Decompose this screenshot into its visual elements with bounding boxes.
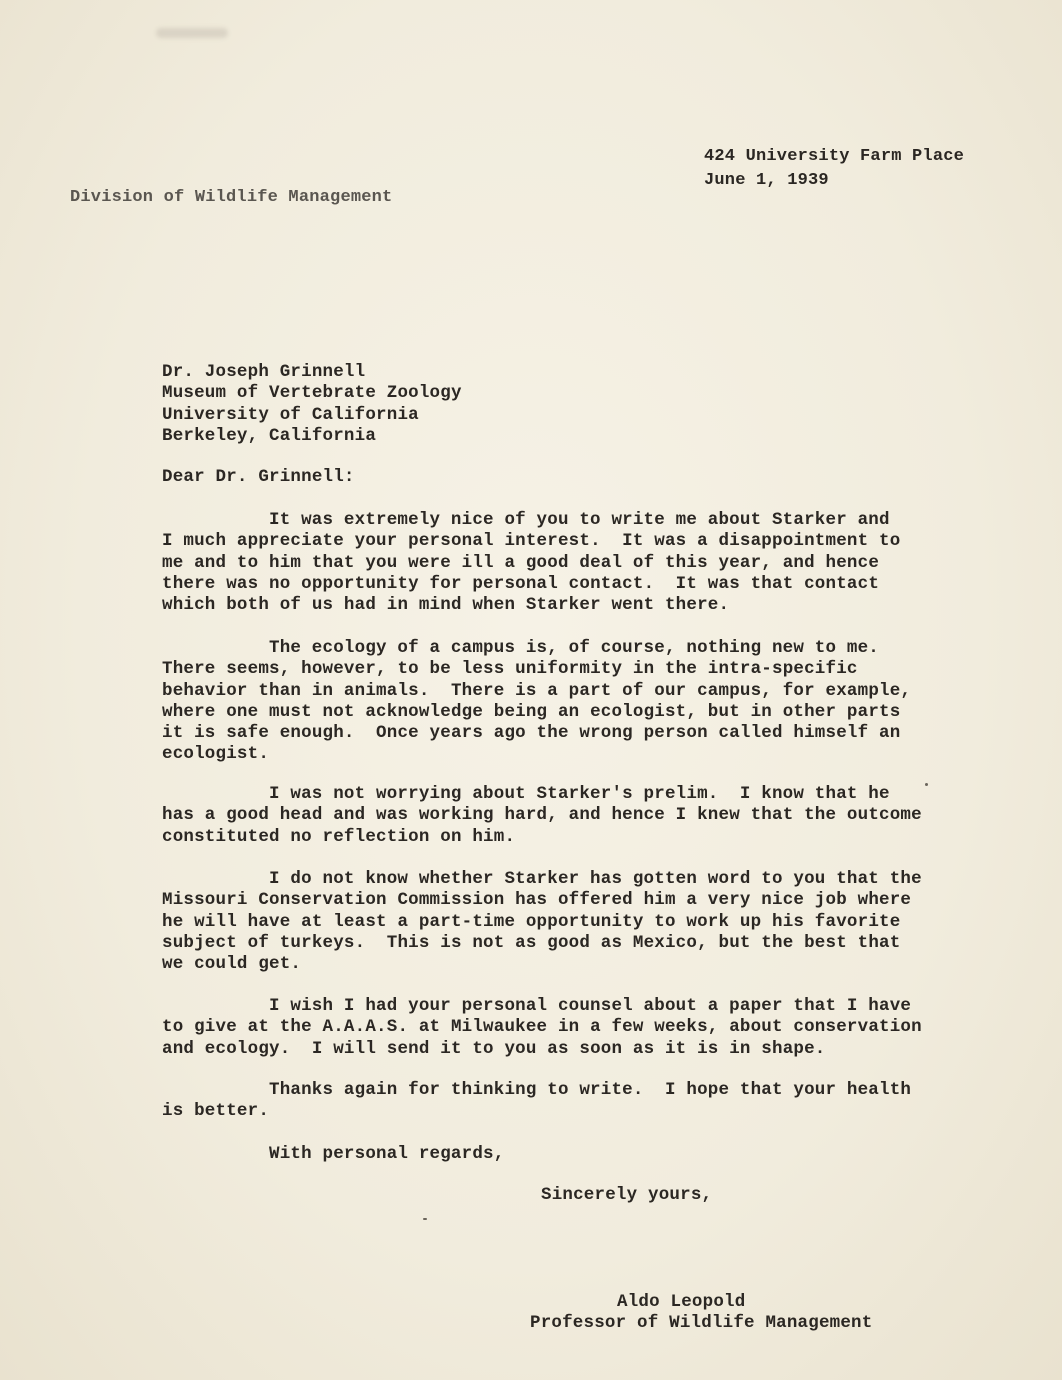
signer-name: Aldo Leopold bbox=[617, 1292, 746, 1312]
paragraph-line: The ecology of a campus is, of course, nothing new to me. bbox=[269, 638, 879, 658]
body-paragraph-2 bbox=[162, 638, 922, 766]
paragraph-line: behavior than in animals. There is a part of our campus, for example, bbox=[162, 680, 912, 701]
paragraph-line: which both of us had in mind when Starker went there. bbox=[162, 595, 730, 616]
letter-date: June 1, 1939 bbox=[704, 171, 829, 190]
body-paragraph-6 bbox=[162, 1080, 922, 1123]
body-paragraph-1 bbox=[162, 510, 922, 616]
paragraph-line: he will have at least a part-time opportunity to work up his favorite bbox=[162, 911, 901, 932]
ink-speck bbox=[423, 1218, 427, 1220]
recipient-line: University of California bbox=[162, 404, 419, 425]
paper-smudge bbox=[156, 28, 228, 38]
body-paragraph-3 bbox=[162, 784, 922, 848]
paragraph-line: I much appreciate your personal interest. It was a disappointment to bbox=[162, 531, 901, 552]
paragraph-line: me and to him that you were ill a good deal of this year, and hence bbox=[162, 552, 880, 573]
recipient-line: Berkeley, California bbox=[162, 425, 377, 446]
paragraph-line: to give at the A.A.A.S. at Milwaukee in a few weeks, about conservation bbox=[162, 1017, 922, 1038]
paragraph-line: we could get. bbox=[162, 954, 302, 975]
paragraph-line: ecologist. bbox=[162, 744, 270, 765]
paragraph-line: I do not know whether Starker has gotten word to you that the bbox=[269, 869, 922, 889]
paragraph-line: Missouri Conservation Commission has offered him a very nice job where bbox=[162, 890, 912, 911]
paragraph-line: There seems, however, to be less uniformity in the intra-specific bbox=[162, 659, 858, 680]
paragraph-line: Thanks again for thinking to write. I hope that your health bbox=[269, 1080, 912, 1100]
paragraph-line: is better. bbox=[162, 1101, 270, 1122]
paragraph-line: I was not worrying about Starker's prelim. I know that he bbox=[269, 784, 890, 804]
paragraph-line: It was extremely nice of you to write me about Starker and bbox=[269, 510, 890, 530]
recipient-line: Museum of Vertebrate Zoology bbox=[162, 383, 462, 404]
ink-speck bbox=[925, 783, 928, 786]
division-heading: Division of Wildlife Management bbox=[70, 188, 393, 207]
paragraph-line: there was no opportunity for personal contact. It was that contact bbox=[162, 573, 880, 594]
paragraph-line: where one must not acknowledge being an ecologist, but in other parts bbox=[162, 701, 901, 722]
paragraph-line: and ecology. I will send it to you as soon as it is in shape. bbox=[162, 1038, 826, 1059]
paragraph-line: has a good head and was working hard, and hence I knew that the outcome bbox=[162, 805, 922, 826]
paragraph-line: subject of turkeys. This is not as good as Mexico, but the best that bbox=[162, 932, 901, 953]
salutation: Dear Dr. Grinnell: bbox=[162, 467, 355, 487]
body-paragraph-5 bbox=[162, 996, 922, 1060]
body-paragraph-4 bbox=[162, 869, 922, 975]
sender-address: 424 University Farm Place bbox=[704, 147, 965, 166]
closing-sign-off: Sincerely yours, bbox=[541, 1185, 713, 1205]
signer-title: Professor of Wildlife Management bbox=[530, 1313, 873, 1333]
paragraph-line: constituted no reflection on him. bbox=[162, 826, 516, 847]
recipient-line: Dr. Joseph Grinnell bbox=[162, 362, 366, 382]
recipient-address bbox=[162, 362, 922, 447]
closing-regards: With personal regards, bbox=[269, 1144, 505, 1164]
paragraph-line: it is safe enough. Once years ago the wrong person called himself an bbox=[162, 723, 901, 744]
paragraph-line: I wish I had your personal counsel about a paper that I have bbox=[269, 996, 912, 1016]
